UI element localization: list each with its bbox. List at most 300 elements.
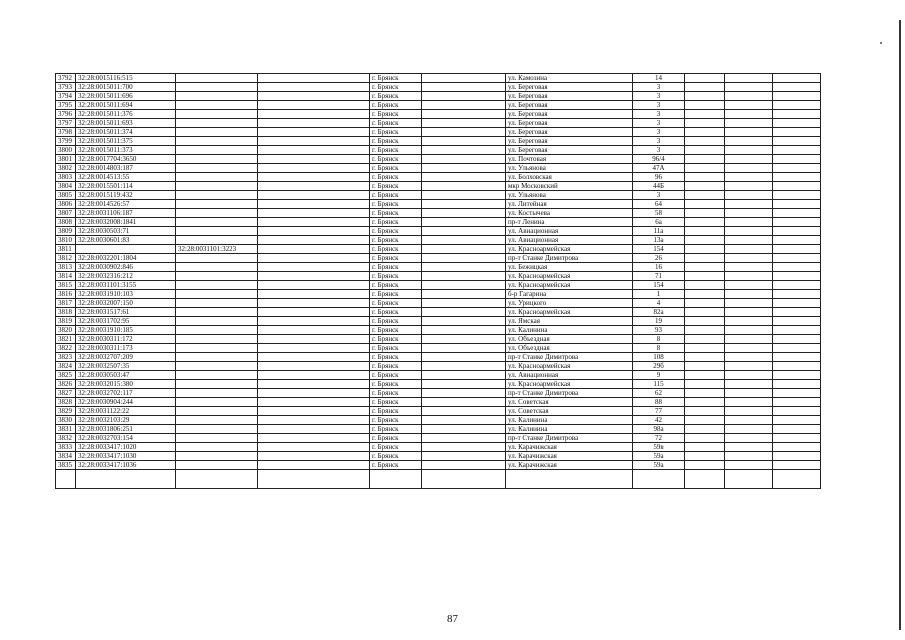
empty-cell bbox=[773, 434, 821, 443]
empty-cell bbox=[773, 128, 821, 137]
street-cell: ул. Советская bbox=[506, 398, 633, 407]
cadastral-number-alt-cell bbox=[176, 236, 258, 245]
house-number-cell: 64 bbox=[633, 200, 685, 209]
cadastral-number-cell: 32:28:0031106:187 bbox=[76, 209, 176, 218]
cadastral-number-cell: 32:28:0032316:212 bbox=[76, 272, 176, 281]
house-number-cell: 88 bbox=[633, 398, 685, 407]
table-row bbox=[56, 146, 821, 155]
street-cell: ул. Авиационная bbox=[506, 236, 633, 245]
row-number-cell: 3826 bbox=[56, 380, 76, 389]
city-cell: г. Брянск bbox=[370, 461, 422, 470]
empty-cell bbox=[685, 74, 725, 83]
empty-cell bbox=[725, 434, 773, 443]
cadastral-number-alt-cell bbox=[176, 164, 258, 173]
empty-cell bbox=[258, 380, 370, 389]
city-cell: г. Брянск bbox=[370, 290, 422, 299]
empty-cell bbox=[725, 371, 773, 380]
empty-cell bbox=[773, 353, 821, 362]
cadastral-number-alt-cell bbox=[176, 110, 258, 119]
empty-cell bbox=[422, 164, 506, 173]
table-row bbox=[56, 209, 821, 218]
empty-cell bbox=[773, 326, 821, 335]
empty-cell bbox=[773, 146, 821, 155]
empty-cell bbox=[773, 362, 821, 371]
empty-cell bbox=[685, 362, 725, 371]
row-number-cell: 3812 bbox=[56, 254, 76, 263]
cadastral-number-cell: 32:28:0030601:83 bbox=[76, 236, 176, 245]
empty-cell bbox=[725, 263, 773, 272]
empty-cell bbox=[56, 470, 76, 489]
empty-cell bbox=[258, 254, 370, 263]
house-number-cell: 3 bbox=[633, 92, 685, 101]
street-cell: ул. Костычева bbox=[506, 209, 633, 218]
cadastral-number-alt-cell bbox=[176, 317, 258, 326]
empty-cell bbox=[258, 371, 370, 380]
row-number-cell: 3810 bbox=[56, 236, 76, 245]
cadastral-number-cell: 32:28:0015011:375 bbox=[76, 137, 176, 146]
cadastral-number-alt-cell bbox=[176, 119, 258, 128]
row-number-cell: 3792 bbox=[56, 74, 76, 83]
street-cell: ул. Береговая bbox=[506, 110, 633, 119]
empty-cell bbox=[258, 281, 370, 290]
empty-cell bbox=[685, 434, 725, 443]
empty-cell bbox=[685, 254, 725, 263]
street-cell: ул. Красноармейская bbox=[506, 362, 633, 371]
street-cell: ул. Карачижская bbox=[506, 461, 633, 470]
house-number-cell: 72 bbox=[633, 434, 685, 443]
empty-cell bbox=[685, 407, 725, 416]
cadastral-number-alt-cell bbox=[176, 254, 258, 263]
cadastral-number-cell: 32:28:0015011:373 bbox=[76, 146, 176, 155]
empty-cell bbox=[685, 209, 725, 218]
city-cell: г. Брянск bbox=[370, 443, 422, 452]
city-cell: г. Брянск bbox=[370, 254, 422, 263]
street-cell: ул. Урицкого bbox=[506, 299, 633, 308]
house-number-cell: 3 bbox=[633, 146, 685, 155]
empty-cell bbox=[725, 101, 773, 110]
cadastral-number-alt-cell bbox=[176, 128, 258, 137]
table-row bbox=[56, 317, 821, 326]
cadastral-number-alt-cell: 32:28:0031101:3223 bbox=[176, 245, 258, 254]
empty-cell bbox=[422, 290, 506, 299]
empty-cell bbox=[773, 272, 821, 281]
row-number-cell: 3817 bbox=[56, 299, 76, 308]
house-number-cell: 1 bbox=[633, 290, 685, 299]
cadastral-number-alt-cell bbox=[176, 272, 258, 281]
empty-cell bbox=[773, 119, 821, 128]
cadastral-number-cell: 32:28:0032201:1804 bbox=[76, 254, 176, 263]
empty-cell bbox=[725, 308, 773, 317]
cadastral-number-cell: 32:28:0030311:173 bbox=[76, 344, 176, 353]
cadastral-number-cell: 32:28:0014803:187 bbox=[76, 164, 176, 173]
table-row bbox=[56, 362, 821, 371]
row-number-cell: 3807 bbox=[56, 209, 76, 218]
table-row bbox=[56, 434, 821, 443]
empty-cell bbox=[725, 335, 773, 344]
street-cell: ул. Береговая bbox=[506, 119, 633, 128]
empty-cell bbox=[258, 452, 370, 461]
empty-cell bbox=[725, 398, 773, 407]
street-cell: ул. Литейная bbox=[506, 200, 633, 209]
empty-cell bbox=[725, 236, 773, 245]
cadastral-number-cell bbox=[76, 245, 176, 254]
street-cell: ул. Ульянова bbox=[506, 164, 633, 173]
cadastral-number-alt-cell bbox=[176, 182, 258, 191]
row-number-cell: 3832 bbox=[56, 434, 76, 443]
cadastral-number-alt-cell bbox=[176, 299, 258, 308]
cadastral-number-alt-cell bbox=[176, 101, 258, 110]
cadastral-number-alt-cell bbox=[176, 371, 258, 380]
empty-cell bbox=[773, 452, 821, 461]
city-cell: г. Брянск bbox=[370, 263, 422, 272]
empty-cell bbox=[258, 398, 370, 407]
empty-cell bbox=[258, 335, 370, 344]
empty-cell bbox=[685, 245, 725, 254]
cadastral-number-alt-cell bbox=[176, 335, 258, 344]
city-cell: г. Брянск bbox=[370, 335, 422, 344]
street-cell: ул. Почтовая bbox=[506, 155, 633, 164]
table-row bbox=[56, 173, 821, 182]
table-row bbox=[56, 110, 821, 119]
empty-cell bbox=[422, 155, 506, 164]
house-number-cell: 8 bbox=[633, 344, 685, 353]
empty-cell bbox=[685, 92, 725, 101]
cadastral-number-alt-cell bbox=[176, 353, 258, 362]
empty-cell bbox=[773, 92, 821, 101]
empty-cell bbox=[773, 236, 821, 245]
empty-cell bbox=[258, 173, 370, 182]
house-number-cell: 3 bbox=[633, 137, 685, 146]
house-number-cell: 47А bbox=[633, 164, 685, 173]
empty-cell bbox=[422, 200, 506, 209]
empty-cell bbox=[422, 434, 506, 443]
empty-cell bbox=[685, 416, 725, 425]
empty-cell bbox=[258, 155, 370, 164]
empty-cell bbox=[258, 245, 370, 254]
empty-cell bbox=[725, 299, 773, 308]
street-cell: ул. Калинина bbox=[506, 416, 633, 425]
empty-cell bbox=[725, 245, 773, 254]
city-cell: г. Брянск bbox=[370, 209, 422, 218]
city-cell: г. Брянск bbox=[370, 137, 422, 146]
house-number-cell: 13а bbox=[633, 236, 685, 245]
row-number-cell: 3834 bbox=[56, 452, 76, 461]
house-number-cell: 98а bbox=[633, 425, 685, 434]
cadastral-number-alt-cell bbox=[176, 461, 258, 470]
empty-cell bbox=[725, 173, 773, 182]
row-number-cell: 3819 bbox=[56, 317, 76, 326]
row-number-cell: 3820 bbox=[56, 326, 76, 335]
empty-cell bbox=[773, 164, 821, 173]
registry-table bbox=[55, 73, 821, 489]
cadastral-number-cell: 32:28:0031910:185 bbox=[76, 326, 176, 335]
house-number-cell: 11а bbox=[633, 227, 685, 236]
empty-cell bbox=[685, 83, 725, 92]
city-cell: г. Брянск bbox=[370, 380, 422, 389]
empty-cell bbox=[685, 425, 725, 434]
empty-cell bbox=[725, 209, 773, 218]
empty-cell bbox=[773, 389, 821, 398]
city-cell: г. Брянск bbox=[370, 407, 422, 416]
city-cell: г. Брянск bbox=[370, 371, 422, 380]
table-row bbox=[56, 182, 821, 191]
empty-cell bbox=[258, 200, 370, 209]
street-cell: ул. Объездная bbox=[506, 344, 633, 353]
cadastral-number-cell: 32:28:0030902:846 bbox=[76, 263, 176, 272]
empty-cell bbox=[422, 83, 506, 92]
cadastral-number-alt-cell bbox=[176, 209, 258, 218]
row-number-cell: 3823 bbox=[56, 353, 76, 362]
street-cell: пр-т Станке Димитрова bbox=[506, 254, 633, 263]
empty-cell bbox=[685, 218, 725, 227]
street-cell: ул. Ульянова bbox=[506, 191, 633, 200]
cadastral-number-cell: 32:28:0032507:35 bbox=[76, 362, 176, 371]
city-cell: г. Брянск bbox=[370, 398, 422, 407]
city-cell: г. Брянск bbox=[370, 425, 422, 434]
empty-cell bbox=[258, 407, 370, 416]
empty-cell bbox=[725, 164, 773, 173]
row-number-cell: 3828 bbox=[56, 398, 76, 407]
city-cell: г. Брянск bbox=[370, 308, 422, 317]
house-number-cell: 19 bbox=[633, 317, 685, 326]
empty-cell bbox=[725, 470, 773, 489]
cadastral-number-alt-cell bbox=[176, 362, 258, 371]
row-number-cell: 3811 bbox=[56, 245, 76, 254]
empty-cell bbox=[422, 416, 506, 425]
empty-cell bbox=[685, 389, 725, 398]
empty-cell bbox=[773, 281, 821, 290]
empty-cell bbox=[422, 254, 506, 263]
row-number-cell: 3806 bbox=[56, 200, 76, 209]
street-cell: ул. Авиационная bbox=[506, 371, 633, 380]
empty-cell bbox=[773, 155, 821, 164]
city-cell: г. Брянск bbox=[370, 146, 422, 155]
empty-cell bbox=[258, 326, 370, 335]
empty-cell bbox=[725, 110, 773, 119]
table-row bbox=[56, 101, 821, 110]
empty-cell bbox=[76, 470, 176, 489]
row-number-cell: 3808 bbox=[56, 218, 76, 227]
street-cell: ул. Авиационная bbox=[506, 227, 633, 236]
empty-cell bbox=[773, 380, 821, 389]
cadastral-number-cell: 32:28:0032007:150 bbox=[76, 299, 176, 308]
row-number-cell: 3814 bbox=[56, 272, 76, 281]
empty-cell bbox=[258, 119, 370, 128]
empty-cell bbox=[422, 119, 506, 128]
empty-cell bbox=[176, 470, 258, 489]
street-cell: ул. Красноармейская bbox=[506, 245, 633, 254]
table-row bbox=[56, 263, 821, 272]
table-row bbox=[56, 461, 821, 470]
cadastral-number-cell: 32:28:0015011:694 bbox=[76, 101, 176, 110]
city-cell: г. Брянск bbox=[370, 452, 422, 461]
cadastral-number-alt-cell bbox=[176, 74, 258, 83]
empty-cell bbox=[685, 110, 725, 119]
empty-cell bbox=[422, 344, 506, 353]
house-number-cell: 59а bbox=[633, 461, 685, 470]
house-number-cell: 62 bbox=[633, 389, 685, 398]
table-row bbox=[56, 74, 821, 83]
street-cell: ул. Береговая bbox=[506, 137, 633, 146]
empty-cell bbox=[773, 407, 821, 416]
empty-cell bbox=[685, 326, 725, 335]
city-cell: г. Брянск bbox=[370, 164, 422, 173]
table-row bbox=[56, 83, 821, 92]
empty-cell bbox=[685, 380, 725, 389]
empty-cell bbox=[422, 317, 506, 326]
empty-cell bbox=[773, 83, 821, 92]
cadastral-number-alt-cell bbox=[176, 227, 258, 236]
empty-cell bbox=[422, 218, 506, 227]
empty-cell bbox=[422, 182, 506, 191]
empty-cell bbox=[773, 335, 821, 344]
empty-cell bbox=[773, 101, 821, 110]
empty-cell bbox=[773, 173, 821, 182]
table-row bbox=[56, 380, 821, 389]
empty-cell bbox=[422, 137, 506, 146]
empty-cell bbox=[258, 389, 370, 398]
table-row bbox=[56, 128, 821, 137]
city-cell: г. Брянск bbox=[370, 128, 422, 137]
house-number-cell: 42 bbox=[633, 416, 685, 425]
empty-cell bbox=[773, 227, 821, 236]
row-number-cell: 3825 bbox=[56, 371, 76, 380]
cadastral-number-cell: 32:28:0032103:29 bbox=[76, 416, 176, 425]
city-cell: г. Брянск bbox=[370, 362, 422, 371]
house-number-cell: 59а bbox=[633, 452, 685, 461]
house-number-cell: 3 bbox=[633, 83, 685, 92]
cadastral-number-cell: 32:28:0015011:700 bbox=[76, 83, 176, 92]
table-row bbox=[56, 407, 821, 416]
empty-cell bbox=[685, 173, 725, 182]
cadastral-number-cell: 32:28:0031910:103 bbox=[76, 290, 176, 299]
empty-cell bbox=[725, 272, 773, 281]
city-cell: г. Брянск bbox=[370, 416, 422, 425]
empty-cell bbox=[685, 317, 725, 326]
empty-cell bbox=[422, 443, 506, 452]
house-number-cell: 58 bbox=[633, 209, 685, 218]
empty-cell bbox=[258, 362, 370, 371]
house-number-cell: 3 bbox=[633, 191, 685, 200]
empty-cell bbox=[422, 461, 506, 470]
empty-cell bbox=[422, 335, 506, 344]
row-number-cell: 3813 bbox=[56, 263, 76, 272]
table-row bbox=[56, 416, 821, 425]
empty-cell bbox=[685, 227, 725, 236]
empty-cell bbox=[725, 380, 773, 389]
city-cell: г. Брянск bbox=[370, 434, 422, 443]
house-number-cell: 3 bbox=[633, 110, 685, 119]
street-cell: ул. Береговая bbox=[506, 128, 633, 137]
cadastral-number-cell: 32:28:0031517:61 bbox=[76, 308, 176, 317]
empty-cell bbox=[258, 416, 370, 425]
empty-cell bbox=[685, 155, 725, 164]
empty-cell bbox=[773, 254, 821, 263]
city-cell: г. Брянск bbox=[370, 299, 422, 308]
house-number-cell: 6а bbox=[633, 218, 685, 227]
cadastral-number-alt-cell bbox=[176, 389, 258, 398]
street-cell: ул. Красноармейская bbox=[506, 308, 633, 317]
empty-cell bbox=[725, 290, 773, 299]
empty-cell bbox=[685, 308, 725, 317]
house-number-cell: 4 bbox=[633, 299, 685, 308]
table-row bbox=[56, 254, 821, 263]
house-number-cell: 3 bbox=[633, 101, 685, 110]
empty-cell bbox=[773, 263, 821, 272]
empty-cell bbox=[258, 182, 370, 191]
empty-cell bbox=[685, 299, 725, 308]
empty-cell bbox=[773, 209, 821, 218]
empty-cell bbox=[422, 299, 506, 308]
empty-cell bbox=[725, 326, 773, 335]
city-cell: г. Брянск bbox=[370, 83, 422, 92]
empty-cell bbox=[258, 110, 370, 119]
row-number-cell: 3835 bbox=[56, 461, 76, 470]
empty-cell bbox=[258, 317, 370, 326]
empty-cell bbox=[685, 371, 725, 380]
table-row bbox=[56, 443, 821, 452]
empty-cell bbox=[685, 335, 725, 344]
city-cell: г. Брянск bbox=[370, 227, 422, 236]
empty-cell bbox=[685, 461, 725, 470]
empty-cell bbox=[258, 425, 370, 434]
street-cell: пр-т Станке Димитрова bbox=[506, 434, 633, 443]
cadastral-number-cell: 32:28:0030503:47 bbox=[76, 371, 176, 380]
empty-cell bbox=[773, 470, 821, 489]
empty-cell bbox=[685, 236, 725, 245]
cadastral-number-alt-cell bbox=[176, 344, 258, 353]
empty-cell bbox=[773, 317, 821, 326]
table-row bbox=[56, 191, 821, 200]
empty-cell bbox=[258, 470, 370, 489]
scan-mark bbox=[880, 42, 882, 44]
empty-cell bbox=[422, 191, 506, 200]
empty-cell bbox=[258, 128, 370, 137]
street-cell: ул. Карачижская bbox=[506, 452, 633, 461]
empty-cell bbox=[258, 74, 370, 83]
empty-cell bbox=[685, 146, 725, 155]
empty-cell bbox=[773, 371, 821, 380]
empty-cell bbox=[725, 452, 773, 461]
table-row bbox=[56, 200, 821, 209]
empty-cell bbox=[773, 308, 821, 317]
street-cell: ул. Калинина bbox=[506, 326, 633, 335]
cadastral-number-alt-cell bbox=[176, 146, 258, 155]
street-cell: пр-т Станке Димитрова bbox=[506, 389, 633, 398]
cadastral-number-cell: 32:28:0030503:71 bbox=[76, 227, 176, 236]
city-cell: г. Брянск bbox=[370, 236, 422, 245]
empty-cell bbox=[370, 470, 422, 489]
row-number-cell: 3795 bbox=[56, 101, 76, 110]
empty-cell bbox=[258, 443, 370, 452]
city-cell: г. Брянск bbox=[370, 173, 422, 182]
empty-cell bbox=[422, 272, 506, 281]
empty-cell bbox=[258, 209, 370, 218]
empty-cell bbox=[422, 209, 506, 218]
empty-cell bbox=[258, 164, 370, 173]
cadastral-number-cell: 32:28:0032707:209 bbox=[76, 353, 176, 362]
row-number-cell: 3796 bbox=[56, 110, 76, 119]
row-number-cell: 3802 bbox=[56, 164, 76, 173]
city-cell: г. Брянск bbox=[370, 326, 422, 335]
empty-cell bbox=[685, 281, 725, 290]
empty-cell bbox=[725, 128, 773, 137]
empty-cell bbox=[685, 137, 725, 146]
table-row bbox=[56, 371, 821, 380]
street-cell: ул. Калинина bbox=[506, 425, 633, 434]
empty-cell bbox=[422, 146, 506, 155]
empty-cell bbox=[506, 470, 633, 489]
